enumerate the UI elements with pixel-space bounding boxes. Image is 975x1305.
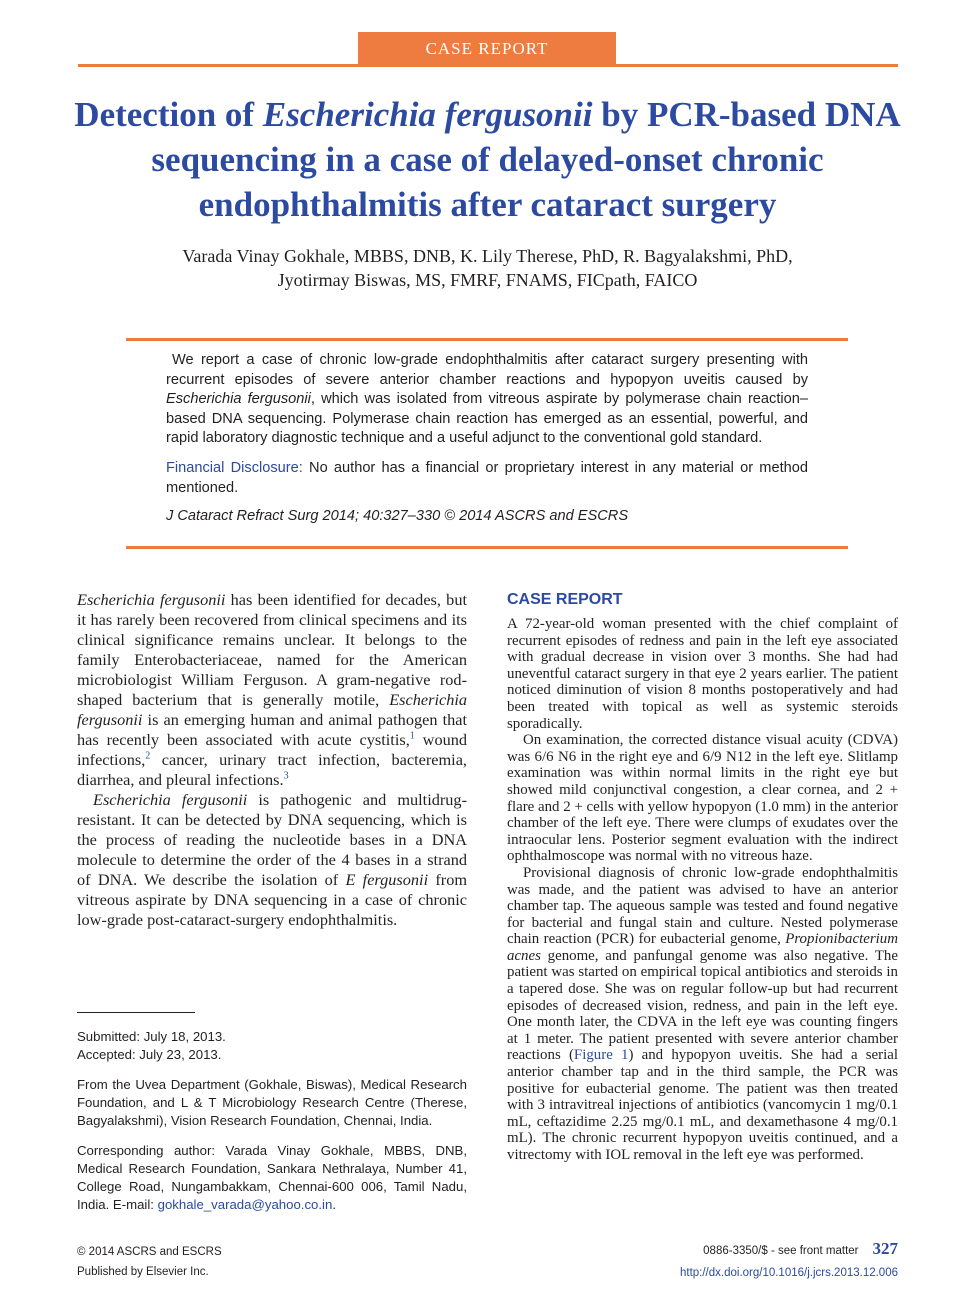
financial-disclosure-text: No author has a financial or proprietary interest in any material or method mentioned.: [166, 459, 808, 496]
corresponding-text: Corresponding author: Varada Vinay Gokhale, MBBS, DNB, Medical Research Foundation, Sankara Nethralaya, Number 41, College Road, Nungambakkam, Chennai-600 006, Tamil Nadu, India. E-mail:: [77, 1143, 467, 1212]
case-paragraph-3: [507, 865, 898, 1164]
figure-1-link[interactable]: Figure 1: [573, 1047, 629, 1064]
issn: 0886-3350/$ - see front matter: [703, 1245, 859, 1257]
abstract: [166, 351, 808, 527]
footer-right: [560, 1238, 898, 1284]
intro-species-2: Escherichia fergusonii: [77, 690, 467, 729]
case-report-heading: CASE REPORT: [507, 591, 623, 608]
page-number: 327: [872, 1239, 898, 1258]
intro-species: Escherichia fergusonii: [77, 590, 226, 609]
abstract-body: [166, 351, 808, 449]
case-report-section: [507, 590, 898, 1164]
submitted-date: Submitted: July 18, 2013.: [77, 1029, 226, 1044]
reference-2-link[interactable]: 2: [145, 750, 151, 762]
footer-left: [77, 1242, 377, 1282]
copyright: © 2014 ASCRS and ESCRS: [77, 1246, 222, 1258]
publisher: Published by Elsevier Inc.: [77, 1266, 209, 1278]
author-list: [60, 244, 915, 292]
abstract-top-rule: [126, 338, 848, 341]
article-title: [60, 92, 915, 227]
author-line-2: Jyotirmay Biswas, MS, FMRF, FNAMS, FICpath, FAICO: [277, 270, 698, 290]
intro-text-a: has been identified for decades, but it has rarely been recovered from clinical specimens and its clinical significance remains unclear. It belongs to the family Enterobacteriaceae, named for the American microbiologist William Ferguson. A gram-negative rod-shaped bacterium that is generally motile,: [77, 590, 467, 709]
case-paragraph-1: A 72-year-old woman presented with the chief complaint of recurrent episodes of redness and pain in the left eye associated with gradual decrease in vision over 3 months. She had had uneventful cataract surgery in that eye 2 years earlier. The patient noticed diminution of vision 8 months postoperatively and had been treated with topical as well as systemic steroids sporadically.: [507, 616, 898, 732]
accepted-date: Accepted: July 23, 2013.: [77, 1047, 222, 1062]
footnote-rule: [77, 1012, 195, 1013]
case-p3-text-a: Provisional diagnosis of chronic low-grade endophthalmitis was made, and the patient was advised to have an anterior chamber tap. The aqueous sample was tested and found negative for bacterial and fungal stain and culture. Nested polymerase chain reaction (PCR) for eubacterial genome,: [507, 864, 898, 948]
intro-paragraph-2: [77, 790, 467, 930]
abstract-species: Escherichia fergusonii: [166, 391, 311, 408]
reference-1-link[interactable]: 1: [409, 730, 415, 742]
intro-text-c: wound infections,: [77, 730, 468, 769]
abstract-text-b: , which was isolated from vitreous aspirate by polymerase chain reaction–based DNA sequencing. Polymerase chain reaction has emerged as an essential, powerful, and rapid laboratory diagnostic technique and a useful adjunct to the conventional gold standard.: [166, 391, 808, 447]
abstract-text-a: We report a case of chronic low-grade endophthalmitis after cataract surgery presenting with recurrent episodes of severe anterior chamber reactions and hypopyon uveitis caused by: [166, 352, 808, 388]
corresponding-author: [77, 1142, 467, 1214]
footnotes: [77, 1028, 467, 1214]
case-paragraph-2: On examination, the corrected distance visual acuity (CDVA) was 6/6 N6 in the right eye and 6/9 N12 in the left eye. Slitlamp examination was within normal limits in the right eye but showed mild conjunctival congestion, a clear cornea, and 2 + flare and 2 + cells with yellow hypopyon (1.0 mm) in the anterior chamber of the left eye. There were clumps of exudates over the intraocular lens. Posterior segment evaluation with the indirect ophthalmoscope was normal with no vitreous haze.: [507, 732, 898, 865]
intro-text-d: cancer, urinary tract infection, bacteremia, diarrhea, and pleural infections.: [77, 750, 467, 789]
author-line-1: Varada Vinay Gokhale, MBBS, DNB, K. Lily Therese, PhD, R. Bagyalakshmi, PhD,: [182, 246, 793, 266]
intro-p2-species: Escherichia fergusonii: [93, 790, 248, 809]
email-period: .: [332, 1197, 336, 1212]
intro-p2-text-b: from vitreous aspirate by DNA sequencing in a case of chronic low-grade post-cataract-surgery endophthalmitis.: [77, 870, 468, 929]
title-part-1: Detection of: [74, 95, 263, 134]
intro-text-b: is an emerging human and animal pathogen that has recently been associated with acute cystitis,: [77, 710, 467, 749]
title-part-2: by PCR-based DNA sequencing in a case of delayed-onset chronic endophthalmitis after cataract surgery: [151, 95, 901, 224]
title-species: Escherichia fergusonii: [262, 95, 593, 134]
financial-disclosure: [166, 459, 808, 498]
abstract-bottom-rule: [126, 546, 848, 549]
case-p3-text-b: genome, and panfungal genome was also negative. The patient was started on empirical topical antibiotics and steroids in a tapered dose. She was on regular follow-up but had recurrent episodes of decreased vision, redness, and pain in the left eye. One month later, the CDVA in the left eye was counting fingers at 1 meter. The patient presented with severe anterior chamber reactions (: [507, 947, 898, 1064]
case-p3-species: Propionibacterium acnes: [507, 931, 898, 964]
introduction: [77, 590, 467, 930]
reference-3-link[interactable]: 3: [283, 770, 289, 782]
journal-citation: J Cataract Refract Surg 2014; 40:327–330 © 2014 ASCRS and ESCRS: [166, 508, 629, 525]
intro-paragraph-1: [77, 590, 467, 790]
case-p3-text-c: ) and hypopyon uveitis. She had a serial anterior chamber tap and in the third sample, the PCR was positive for eubacterial genome. The patient was then treated with 3 intravitreal injections of antibiotics (vancomycin 1 mg/0.1 mL, ceftazidime 2.25 mg/0.1 mL, and dexamethasone 4 mg/0.1 mL). The chronic recurrent hypopyon uveitis continued, and a vitrectomy with IOL removal in the left eye was performed.: [507, 1047, 899, 1163]
financial-disclosure-label: Financial Disclosure:: [166, 459, 303, 476]
intro-p2-species-2: E fergusonii: [345, 870, 429, 889]
doi-link[interactable]: http://dx.doi.org/10.1016/j.jcrs.2013.12.006: [679, 1267, 898, 1279]
intro-p2-text-a: is pathogenic and multidrug-resistant. It can be detected by DNA sequencing, which is the process of reading the nucleotide bases in a DNA molecule to determine the order of the 4 bases in a strand of DNA. We describe the isolation of: [77, 790, 467, 889]
affiliation: From the Uvea Department (Gokhale, Biswas), Medical Research Foundation, and L & T Microbiology Research Centre (Therese, Bagyalakshmi), Vision Research Foundation, Chennai, India.: [77, 1077, 467, 1128]
email-link[interactable]: gokhale_varada@yahoo.co.in: [157, 1197, 333, 1212]
section-tab: CASE REPORT: [358, 32, 616, 66]
